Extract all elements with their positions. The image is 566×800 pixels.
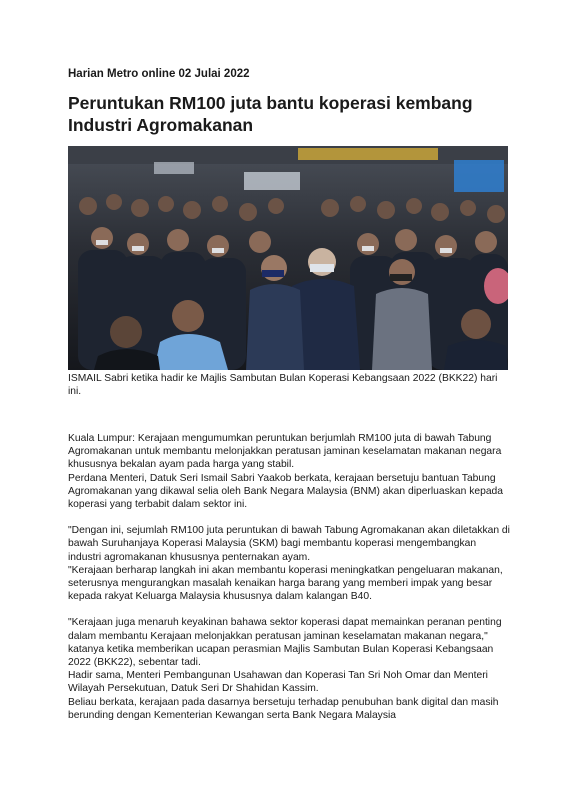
article-page [68, 66, 510, 722]
article-body [68, 432, 510, 722]
article-paragraph: Kuala Lumpur: Kerajaan mengumumkan peruntukan berjumlah RM100 juta di bawah Tabung Agromakanan untuk membantu melonjakkan peratusan jaminan keselamatan makanan negara khususnya bekalan ayam pada harga yang stabil. Perdana Menteri, Datuk Seri Ismail Sabri Yaakob berkata, kerajaan bersetuju bantuan Tabung Agromakanan yang dikawal selia oleh Bank Negara Malaysia (BNM) akan diperluaskan kepada koperasi yang terbabit dalam sektor ini. [68, 433, 503, 511]
news-photo [68, 146, 508, 370]
article-paragraph: "Dengan ini, sejumlah RM100 juta peruntukan di bawah Tabung Agromakanan akan diletakkan di bawah Suruhanjaya Koperasi Malaysia (SKM) bagi membantu koperasi mengembangkan industri agromakanan khususnya penternakan ayam. "Kerajaan berharap langkah ini akan membantu koperasi meningkatkan pengeluaran makanan, seterusnya mengurangkan masalah kenaikan harga barang yang memberi impak yang besar kepada rakyat Keluarga Malaysia khususnya dalam kalangan B40. [68, 525, 510, 603]
photo-caption: ISMAIL Sabri ketika hadir ke Majlis Sambutan Bulan Koperasi Kebangsaan 2022 (BKK22) hari ini. [68, 373, 498, 397]
article-paragraph: "Kerajaan juga menaruh keyakinan bahawa sektor koperasi dapat memainkan peranan penting dalam membantu Kerajaan melonjakkan peratusan jaminan keselamatan makanan negara," katanya ketika memberikan ucapan perasmian Majlis Sambutan Bulan Koperasi Kebangsaan 2022 (BKK22), sebentar tadi. Hadir sama, Menteri Pembangunan Usahawan dan Koperasi Tan Sri Noh Omar dan Menteri Wilayah Persekutuan, Datuk Seri Dr Shahidan Kassim. Beliau berkata, kerajaan pada dasarnya bersetuju terhadap penubuhan bank digital dan masih berunding dengan Kementerian Kewangan serta Bank Negara Malaysia [68, 617, 502, 721]
news-photo-crowd-icon [68, 146, 508, 370]
source-line: Harian Metro online 02 Julai 2022 [68, 68, 250, 80]
article-headline: Peruntukan RM100 juta bantu koperasi kembang Industri Agromakanan [68, 93, 473, 135]
